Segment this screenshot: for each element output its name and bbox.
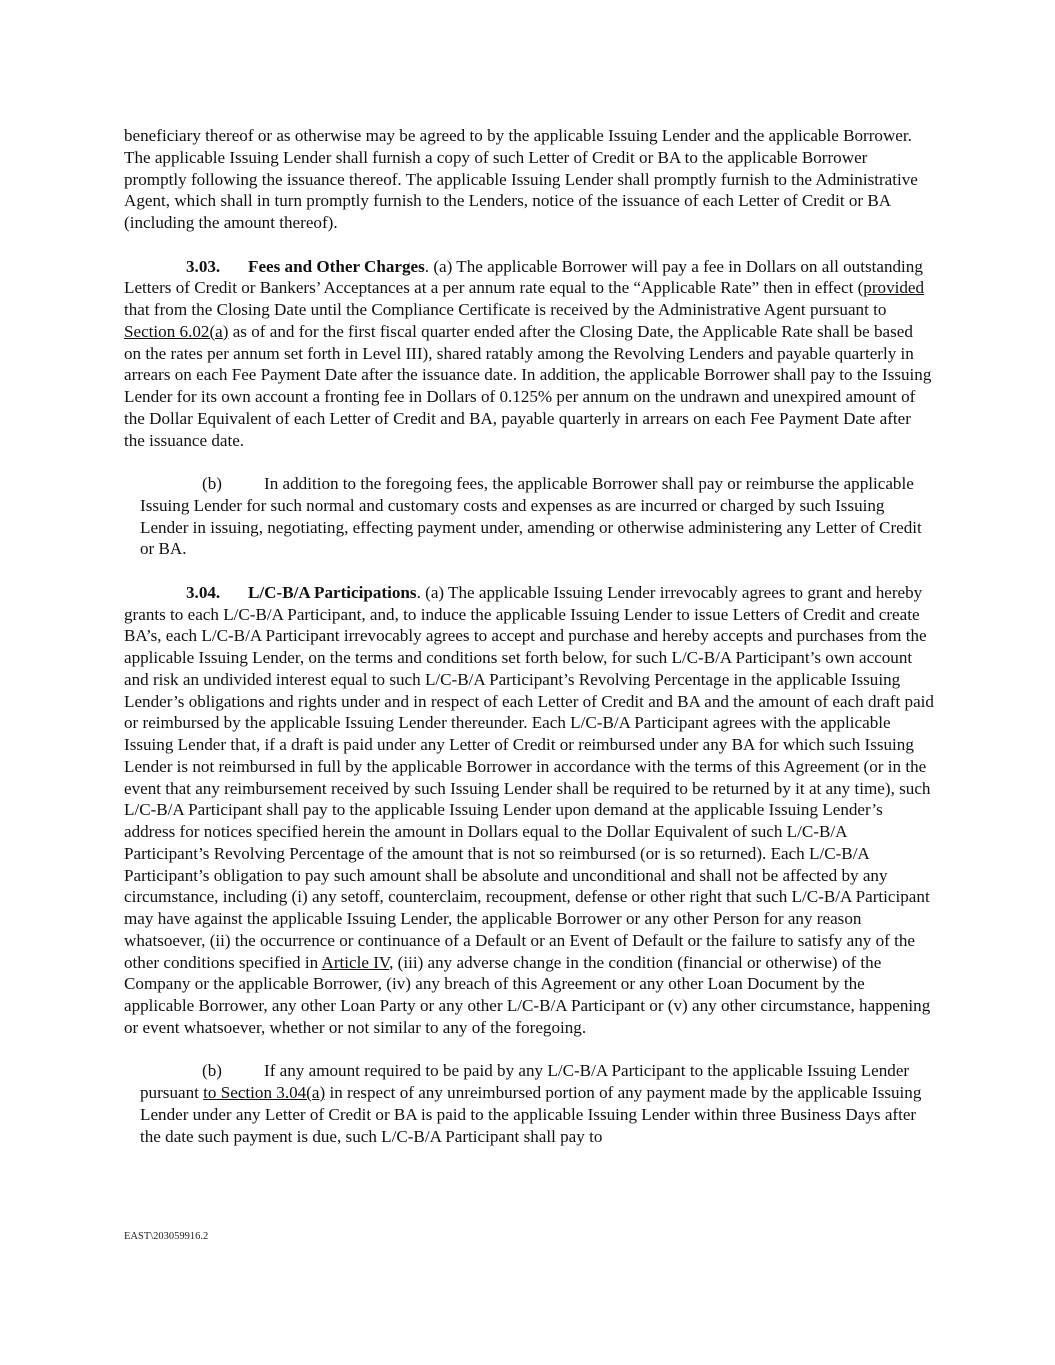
section-number: 3.04. [186, 582, 221, 602]
document-id-footer: EAST\203059916.2 [124, 1231, 209, 1242]
section-3-04-paragraph-a [124, 582, 934, 1039]
section-reference-link: Section 6.02(a) [124, 321, 229, 341]
paragraph-continuation [124, 125, 934, 234]
subsection-label: (b) [202, 1061, 222, 1081]
section-3-04-paragraph-b [140, 1060, 934, 1147]
section-number: 3.03. [186, 256, 221, 276]
paragraph-text: as of and for the first fiscal quarter ended after the Closing Date, the Applicable Rate shall be based on the rates per annum set forth in Level III), shared ratably among the Revolving Lenders and payable quarterly in arrears on each Fee Payment Date after the issuance date. In addition, the applicable Borrower shall pay to the Issuing Lender for its own account a fronting fee in Dollars of 0.125% per annum on the undrawn and unexpired amount of the Dollar Equivalent of each Letter of Credit and BA, payable quarterly in arrears on each Fee Payment Date after the issuance date. [124, 321, 932, 450]
paragraph-text: . (a) The applicable Issuing Lender irrevocably agrees to grant and hereby grants to each L/C-B/A Participant, and, to induce the applicable Issuing Lender to issue Letters of Credit and create BA’s, each L/C-B/A Participant irrevocably agrees to accept and purchase and hereby accepts and purchases from the applicable Issuing Lender, on the terms and conditions set forth below, for such L/C-B/A Participant’s own account and risk an undivided interest equal to such L/C-B/A Participant’s Revolving Percentage in the applicable Issuing Lender’s obligations and rights under and in respect of each Letter of Credit and BA and the amount of each draft paid or reimbursed by the applicable Issuing Lender thereunder. Each L/C-B/A Participant agrees with the applicable Issuing Lender that, if a draft is paid under any Letter of Credit or reimbursed under any BA for which such Issuing Lender is not reimbursed in full by the applicable Borrower in accordance with the terms of this Agreement (or in the event that any reimbursement received by such Issuing Lender shall be required to be returned by it at any time), such L/C-B/A Participant shall pay to the applicable Issuing Lender upon demand at the applicable Issuing Lender’s address for notices specified herein the amount in Dollars equal to the Dollar Equivalent of such L/C-B/A Participant’s Revolving Percentage of the amount that is not so reimbursed (or is so returned). Each L/C-B/A Participant’s obligation to pay such amount shall be absolute and unconditional and shall not be affected by any circumstance, including (i) any setoff, counterclaim, recoupment, defense or other right that such L/C-B/A Participant may have against the applicable Issuing Lender, the applicable Borrower or any other Person for any reason whatsoever, (ii) the occurrence or continuance of a Default or an Event of Default or the failure to satisfy any of the other conditions specified in [124, 582, 934, 972]
paragraph-text: beneficiary thereof or as otherwise may be agreed to by the applicable Issuing Lender and the applicable Borrower. The applicable Issuing Lender shall furnish a copy of such Letter of Credit or BA to the applicable Borrower promptly following the issuance thereof. The applicable Issuing Lender shall promptly furnish to the Administrative Agent, which shall in turn promptly furnish to the Lenders, notice of the issuance of each Letter of Credit or BA (including the amount thereof). [124, 126, 918, 232]
section-title: L/C-B/A Participations [248, 582, 417, 602]
subsection-label: (b) [202, 474, 222, 493]
section-reference-link: to Section 3.04(a) [203, 1083, 326, 1102]
paragraph-text: In addition to the foregoing fees, the applicable Borrower shall pay or reimburse the applicable Issuing Lender for such normal and customary costs and expenses as are incurred or charged by such Issuing Lender in issuing, negotiating, effecting payment under, amending or otherwise administering any Letter of Credit or BA. [140, 474, 922, 559]
document-page [124, 125, 934, 1169]
article-reference-link: Article IV [321, 952, 390, 972]
section-title: Fees and Other Charges [248, 256, 425, 276]
paragraph-text: . (a) The applicable Borrower will pay a fee in Dollars on all outstanding Letters of Credit or Bankers’ Acceptances at a per annum rate equal to the “Applicable Rate” then in effect ( [124, 256, 923, 298]
defined-term-provided: provided [863, 278, 925, 298]
paragraph-text: that from the Closing Date until the Compliance Certificate is received by the Administrative Agent pursuant to [124, 300, 887, 319]
paragraph-text: If any amount required to be paid by any L/C-B/A Participant to the applicable Issuing Lender pursuant [140, 1061, 910, 1102]
section-3-03-paragraph-a [124, 256, 934, 452]
section-3-03-paragraph-b [140, 473, 934, 560]
paragraph-text: in respect of any unreimbursed portion of any payment made by the applicable Issuing Lender under any Letter of Credit or BA is paid to the applicable Issuing Lender within three Business Days after the date such payment is due, such L/C-B/A Participant shall pay to [140, 1083, 922, 1146]
paragraph-text: , (iii) any adverse change in the condition (financial or otherwise) of the Company or the applicable Borrower, (iv) any breach of this Agreement or any other Loan Document by the applicable Borrower, any other Loan Party or any other L/C-B/A Participant or (v) any other circumstance, happening or event whatsoever, whether or not similar to any of the foregoing. [124, 952, 931, 1037]
